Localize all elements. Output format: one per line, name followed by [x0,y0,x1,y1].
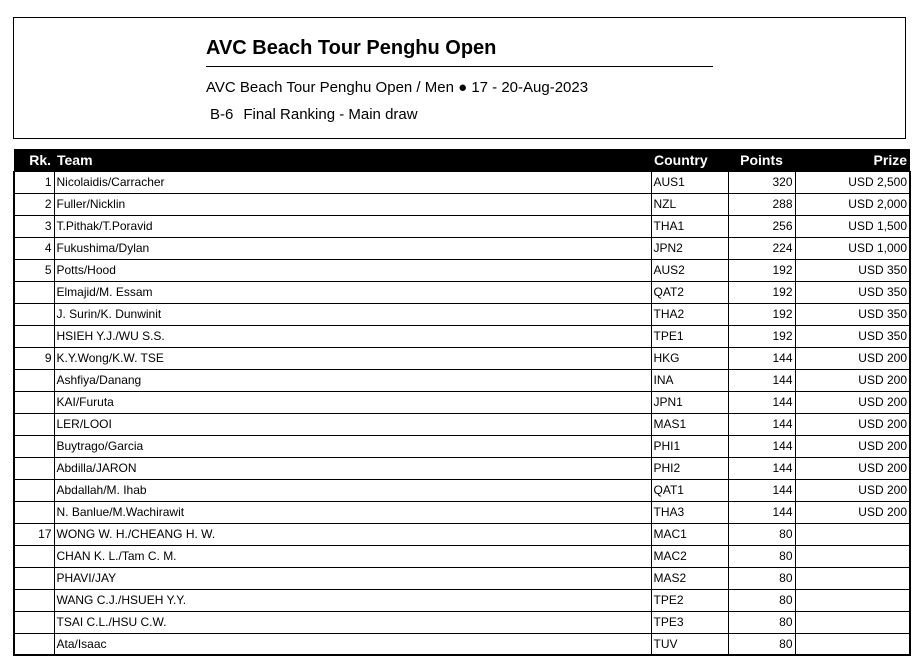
team-cell: HSIEH Y.J./WU S.S. [54,325,651,347]
team-cell: Fukushima/Dylan [54,237,651,259]
table-row [14,259,910,281]
column-header-country: Country [654,151,708,168]
points-cell: 144 [728,391,795,413]
rank-cell [14,413,54,435]
column-header-team: Team [57,151,93,168]
rank-cell [14,479,54,501]
country-cell: QAT1 [651,479,728,501]
team-cell: PHAVI/JAY [54,567,651,589]
prize-cell: USD 2,000 [795,193,910,215]
prize-cell [795,611,910,633]
points-cell: 192 [728,325,795,347]
rank-cell [14,545,54,567]
table-row [14,633,910,655]
points-cell: 80 [728,545,795,567]
table-row [14,303,910,325]
team-cell: N. Banlue/M.Wachirawit [54,501,651,523]
team-cell: Nicolaidis/Carracher [54,171,651,193]
rank-cell [14,303,54,325]
team-cell: T.Pithak/T.Poravid [54,215,651,237]
report-line [210,106,418,123]
country-cell: THA2 [651,303,728,325]
country-cell: MAC2 [651,545,728,567]
prize-cell: USD 350 [795,259,910,281]
event-title: AVC Beach Tour Penghu Open [206,37,497,59]
country-cell: MAC1 [651,523,728,545]
table-row [14,435,910,457]
points-cell: 144 [728,413,795,435]
rank-cell [14,501,54,523]
table-row [14,237,910,259]
table-row [14,567,910,589]
rank-cell [14,567,54,589]
rank-cell: 1 [14,171,54,193]
report-header [13,17,906,139]
table-row [14,479,910,501]
prize-cell: USD 200 [795,501,910,523]
table-row [14,413,910,435]
rank-cell: 9 [14,347,54,369]
prize-cell [795,633,910,655]
country-cell: TPE3 [651,611,728,633]
points-cell: 288 [728,193,795,215]
report-code: B-6 [210,106,234,123]
team-cell: Fuller/Nicklin [54,193,651,215]
rank-cell: 3 [14,215,54,237]
title-underline [206,66,713,67]
team-cell: Ata/Isaac [54,633,651,655]
points-cell: 80 [728,633,795,655]
ranking-rows [14,171,910,655]
table-row [14,545,910,567]
column-header-points: Points [740,151,783,168]
prize-cell [795,589,910,611]
table-row [14,369,910,391]
rank-cell: 4 [14,237,54,259]
table-row [14,193,910,215]
table-header-row [14,149,910,171]
event-subtitle: AVC Beach Tour Penghu Open / Men ● 17 - 20-Aug-2023 [206,79,589,96]
prize-cell: USD 200 [795,369,910,391]
team-cell: TSAI C.L./HSU C.W. [54,611,651,633]
prize-cell: USD 2,500 [795,171,910,193]
country-cell: JPN2 [651,237,728,259]
rank-cell [14,633,54,655]
rank-cell [14,457,54,479]
points-cell: 256 [728,215,795,237]
team-cell: J. Surin/K. Dunwinit [54,303,651,325]
team-cell: WONG W. H./CHEANG H. W. [54,523,651,545]
country-cell: HKG [651,347,728,369]
points-cell: 80 [728,611,795,633]
table-row [14,215,910,237]
prize-cell: USD 200 [795,391,910,413]
rank-cell: 17 [14,523,54,545]
team-cell: Abdilla/JARON [54,457,651,479]
country-cell: MAS2 [651,567,728,589]
team-cell: Abdallah/M. Ihab [54,479,651,501]
points-cell: 192 [728,281,795,303]
team-cell: CHAN K. L./Tam C. M. [54,545,651,567]
prize-cell: USD 200 [795,435,910,457]
rank-cell: 2 [14,193,54,215]
report-name: Final Ranking - Main draw [243,106,418,123]
rank-cell [14,611,54,633]
team-cell: K.Y.Wong/K.W. TSE [54,347,651,369]
table-row [14,611,910,633]
prize-cell: USD 200 [795,479,910,501]
country-cell: THA3 [651,501,728,523]
prize-cell: USD 1,000 [795,237,910,259]
table-row [14,457,910,479]
table-row [14,523,910,545]
rank-cell: 5 [14,259,54,281]
table-row [14,281,910,303]
country-cell: INA [651,369,728,391]
table-row [14,589,910,611]
column-header-prize: Prize [873,151,907,168]
column-header-rank: Rk. [29,151,51,168]
points-cell: 224 [728,237,795,259]
prize-cell [795,545,910,567]
prize-cell: USD 200 [795,457,910,479]
country-cell: PHI1 [651,435,728,457]
rank-cell [14,435,54,457]
rank-cell [14,589,54,611]
prize-cell: USD 200 [795,347,910,369]
prize-cell: USD 350 [795,303,910,325]
table-row [14,347,910,369]
prize-cell: USD 200 [795,413,910,435]
points-cell: 80 [728,567,795,589]
team-cell: Elmajid/M. Essam [54,281,651,303]
country-cell: TPE1 [651,325,728,347]
points-cell: 80 [728,589,795,611]
rank-cell [14,281,54,303]
team-cell: WANG C.J./HSUEH Y.Y. [54,589,651,611]
points-cell: 192 [728,303,795,325]
table-row [14,171,910,193]
prize-cell [795,567,910,589]
country-cell: PHI2 [651,457,728,479]
prize-cell: USD 1,500 [795,215,910,237]
table-row [14,391,910,413]
prize-cell: USD 350 [795,281,910,303]
rank-cell [14,369,54,391]
points-cell: 144 [728,347,795,369]
country-cell: QAT2 [651,281,728,303]
team-cell: Ashfiya/Danang [54,369,651,391]
points-cell: 144 [728,501,795,523]
team-cell: Potts/Hood [54,259,651,281]
country-cell: AUS2 [651,259,728,281]
country-cell: MAS1 [651,413,728,435]
prize-cell [795,523,910,545]
points-cell: 144 [728,457,795,479]
points-cell: 144 [728,369,795,391]
table-row [14,325,910,347]
points-cell: 192 [728,259,795,281]
ranking-table [13,149,911,656]
rank-cell [14,325,54,347]
points-cell: 144 [728,435,795,457]
country-cell: AUS1 [651,171,728,193]
team-cell: KAI/Furuta [54,391,651,413]
team-cell: LER/LOOI [54,413,651,435]
country-cell: TPE2 [651,589,728,611]
points-cell: 320 [728,171,795,193]
points-cell: 80 [728,523,795,545]
country-cell: THA1 [651,215,728,237]
team-cell: Buytrago/Garcia [54,435,651,457]
points-cell: 144 [728,479,795,501]
country-cell: TUV [651,633,728,655]
country-cell: NZL [651,193,728,215]
prize-cell: USD 350 [795,325,910,347]
rank-cell [14,391,54,413]
country-cell: JPN1 [651,391,728,413]
table-row [14,501,910,523]
